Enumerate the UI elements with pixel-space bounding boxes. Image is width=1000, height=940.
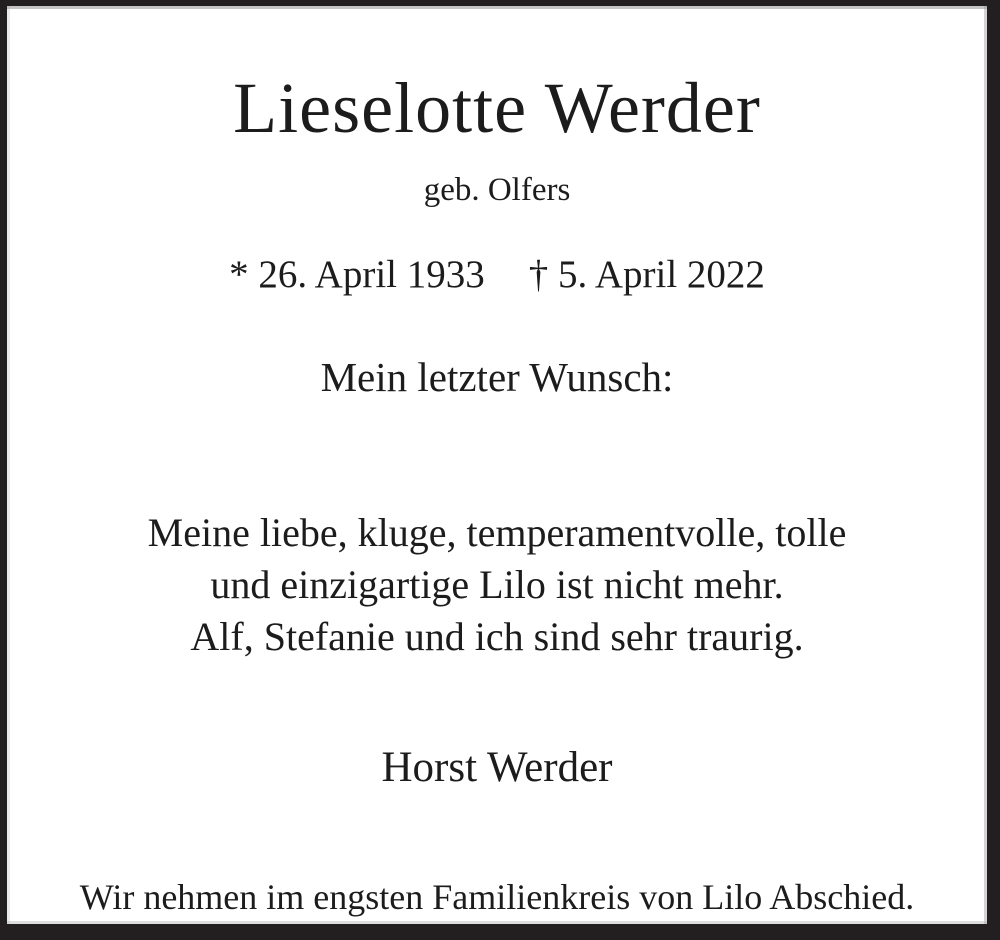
birth-date: * 26. April 1933	[229, 253, 485, 296]
message-line: und einzigartige Lilo ist nicht mehr.	[210, 562, 784, 607]
message-line: Meine liebe, kluge, temperamentvolle, tolle	[147, 510, 847, 555]
deceased-name: Lieselotte Werder	[233, 68, 761, 148]
maiden-name: geb. Olfers	[423, 172, 571, 208]
last-wish-heading: Mein letzter Wunsch:	[320, 354, 674, 400]
death-date: † 5. April 2022	[528, 253, 765, 296]
closing-line: Wir nehmen im engsten Familienkreis von Lilo Abschied.	[79, 877, 915, 917]
message-line: Alf, Stefanie und ich sind sehr traurig.	[190, 614, 804, 659]
obituary-content	[7, 6, 987, 919]
farewell-message	[7, 507, 987, 663]
life-dates	[7, 252, 987, 298]
signature-name: Horst Werder	[381, 744, 613, 791]
